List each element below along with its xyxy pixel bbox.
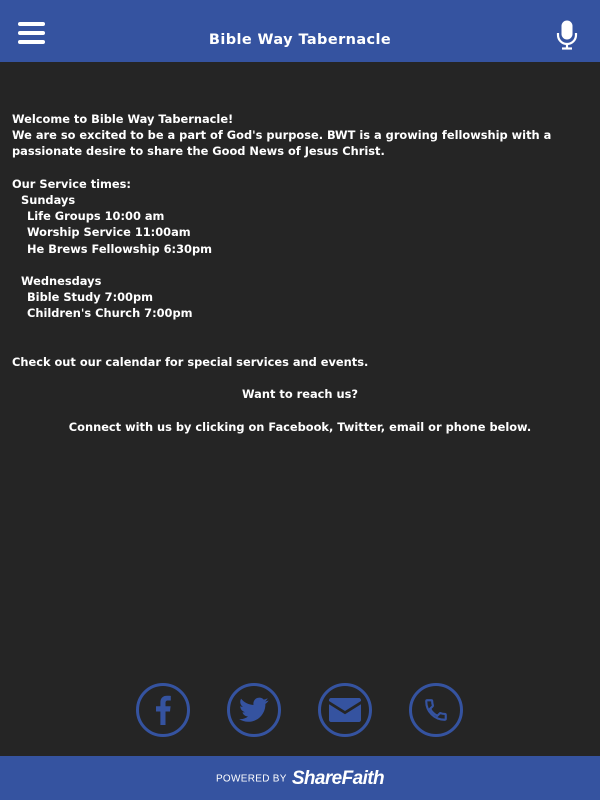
powered-by-badge[interactable]	[0, 768, 600, 790]
sundays-label: Sundays	[21, 193, 76, 207]
wednesdays-label: Wednesdays	[21, 274, 102, 288]
service-item: Life Groups 10:00 am	[27, 209, 165, 224]
service-item: He Brews Fellowship 6:30pm	[27, 241, 212, 256]
sharefaith-logo: ShareFaith	[291, 768, 385, 789]
envelope-icon	[329, 698, 361, 722]
welcome-content	[12, 111, 588, 435]
facebook-button[interactable]	[136, 683, 190, 737]
twitter-button[interactable]	[227, 683, 281, 737]
facebook-icon	[155, 695, 171, 725]
service-item: Children's Church 7:00pm	[27, 306, 193, 321]
reach-us-text: Want to reach us?	[242, 387, 358, 402]
app-footer	[0, 756, 600, 800]
page-title: Bible Way Tabernacle	[208, 32, 392, 48]
connect-text: Connect with us by clicking on Facebook, Twitter, email or phone below.	[68, 419, 532, 434]
phone-icon	[423, 697, 449, 723]
twitter-icon	[239, 698, 269, 723]
intro-text: We are so excited to be a part of God's purpose. BWT is a growing fellowship with a passionate desire to share the Good News of Jesus Christ.	[12, 128, 552, 159]
email-button[interactable]	[318, 683, 372, 737]
powered-by-label: POWERED BY	[215, 773, 287, 785]
phone-button[interactable]	[409, 683, 463, 737]
social-links	[0, 683, 600, 739]
service-item: Bible Study 7:00pm	[27, 290, 153, 305]
microphone-icon[interactable]	[555, 20, 579, 50]
service-times-heading: Our Service times:	[12, 176, 131, 191]
service-item: Worship Service 11:00am	[27, 225, 191, 240]
app-header	[0, 0, 600, 62]
welcome-heading: Welcome to Bible Way Tabernacle!	[12, 112, 234, 126]
calendar-note: Check out our calendar for special services and events.	[12, 354, 369, 369]
